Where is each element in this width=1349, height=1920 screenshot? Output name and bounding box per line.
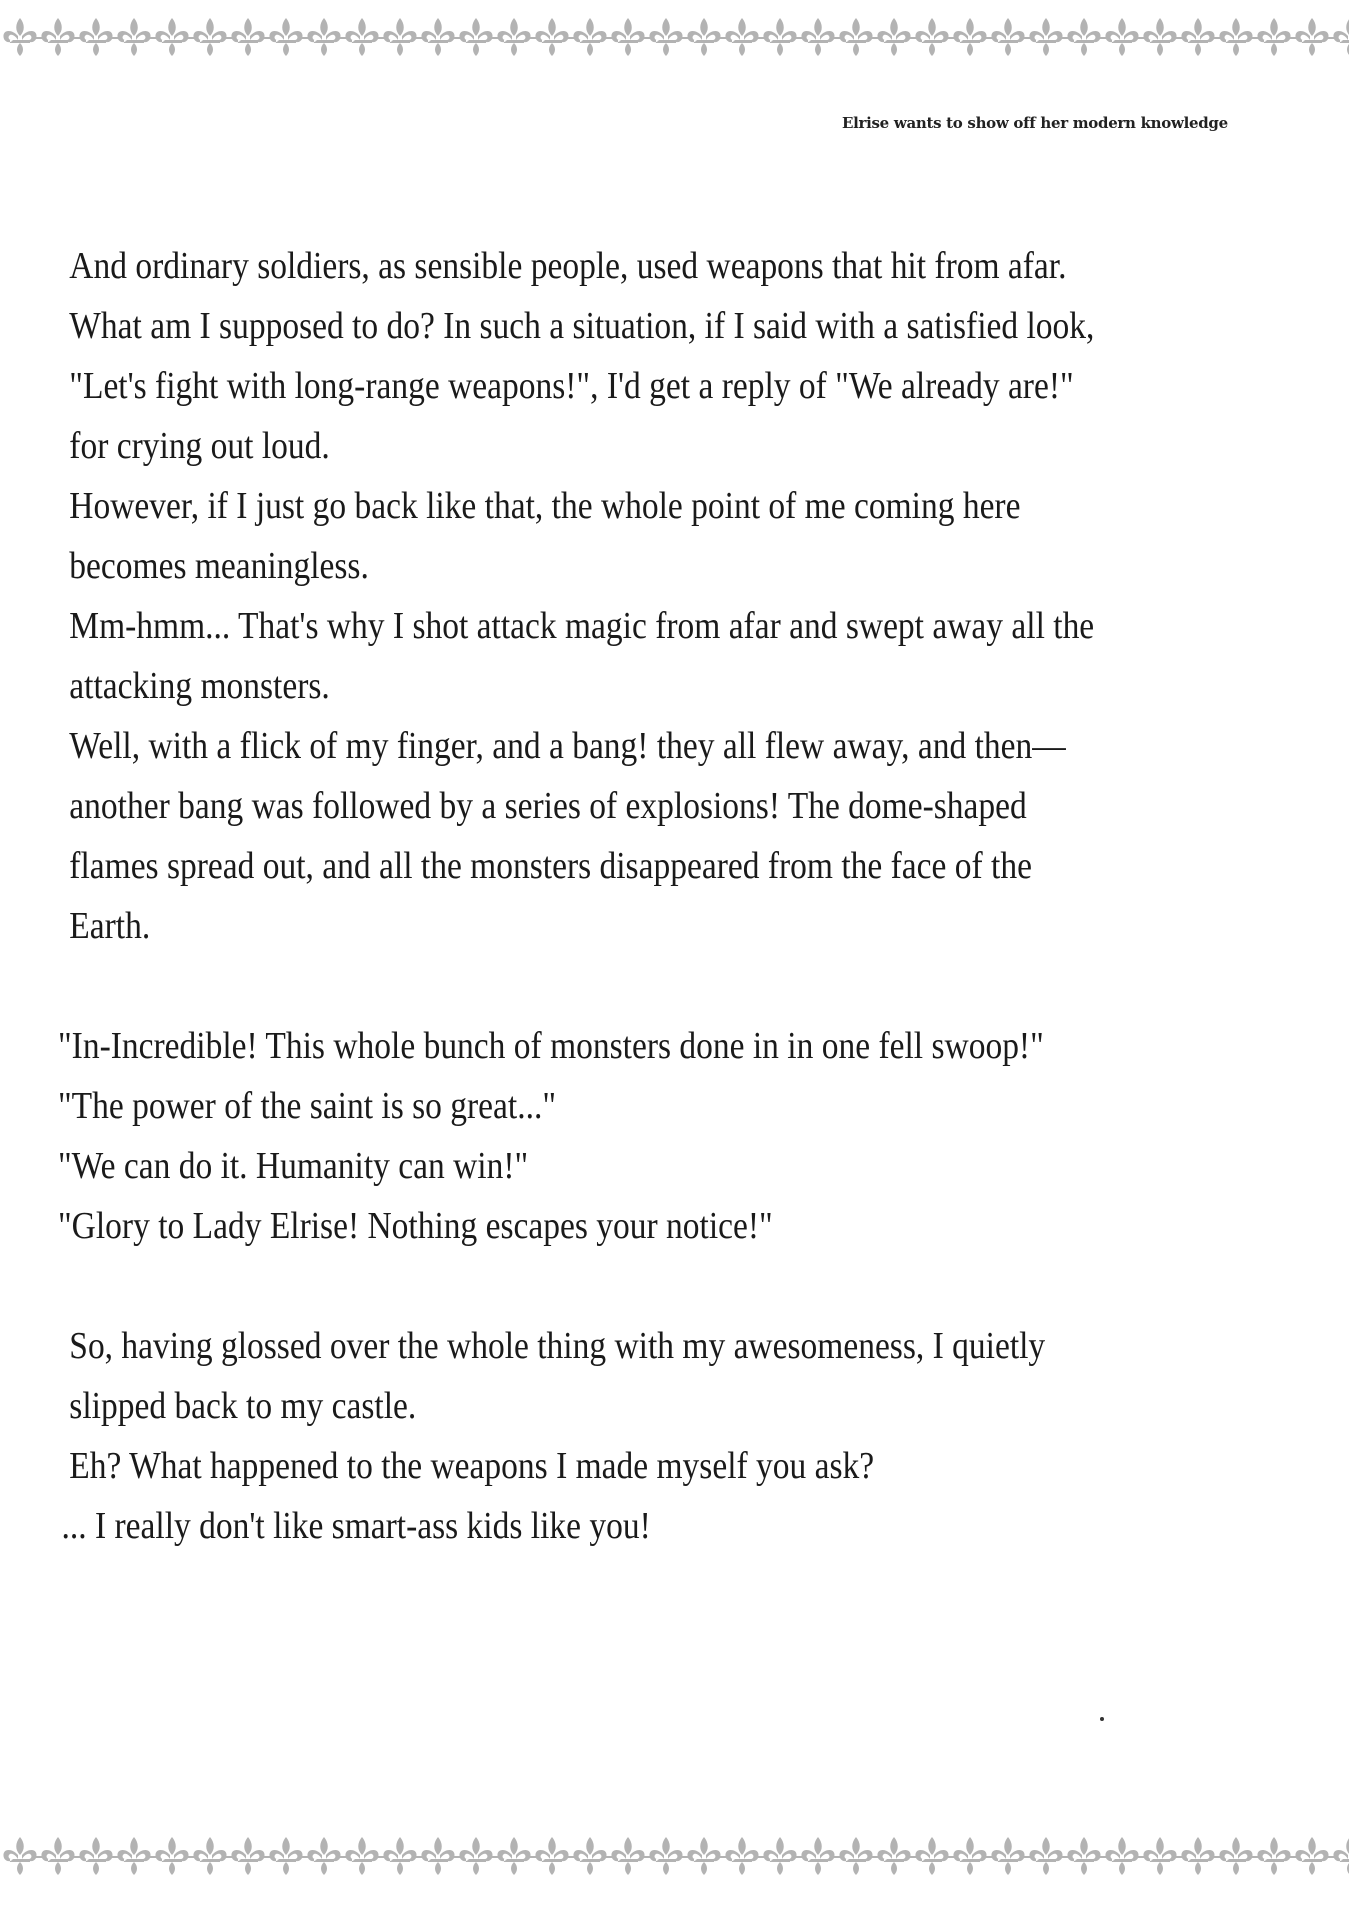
fleur-de-lis-icon bbox=[1295, 1837, 1328, 1875]
fleur-de-lis-icon bbox=[687, 1837, 720, 1875]
fleur-de-lis-icon bbox=[1333, 18, 1349, 56]
fleur-de-lis-icon bbox=[117, 18, 150, 56]
fleur-de-lis-icon bbox=[991, 1837, 1024, 1875]
fleur-de-lis-icon bbox=[991, 18, 1024, 56]
fleur-de-lis-icon bbox=[155, 18, 188, 56]
bottom-fleur-de-lis-border bbox=[0, 1833, 1349, 1879]
fleur-de-lis-icon bbox=[1181, 18, 1214, 56]
section-gap bbox=[58, 956, 1111, 1016]
fleur-de-lis-icon bbox=[1219, 18, 1252, 56]
dialogue-line: "The power of the saint is so great..." bbox=[58, 1085, 557, 1127]
closing-paragraph: Eh? What happened to the weapons I made myself you ask? bbox=[69, 1445, 875, 1487]
fleur-de-lis-icon bbox=[497, 1837, 530, 1875]
fleur-de-lis-icon bbox=[79, 1837, 112, 1875]
fleur-de-lis-icon bbox=[611, 1837, 644, 1875]
fleur-de-lis-icon bbox=[801, 1837, 834, 1875]
fleur-de-lis-icon bbox=[345, 18, 378, 56]
section-gap bbox=[58, 1256, 1111, 1316]
fleur-de-lis-icon bbox=[725, 1837, 758, 1875]
fleur-de-lis-icon bbox=[345, 1837, 378, 1875]
fleur-de-lis-icon bbox=[1105, 18, 1138, 56]
fleur-de-lis-icon bbox=[687, 18, 720, 56]
fleur-de-lis-icon bbox=[79, 18, 112, 56]
fleur-de-lis-icon bbox=[1029, 1837, 1062, 1875]
fleur-de-lis-icon bbox=[915, 1837, 948, 1875]
running-header: Elrise wants to show off her modern knowledge bbox=[842, 114, 1228, 132]
closing-paragraph: ... I really don't like smart-ass kids like you! bbox=[61, 1505, 651, 1547]
fleur-de-lis-icon bbox=[535, 1837, 568, 1875]
fleur-de-lis-icon bbox=[1295, 18, 1328, 56]
fleur-de-lis-icon bbox=[421, 18, 454, 56]
dialogue-line: "In-Incredible! This whole bunch of monsters done in in one fell swoop!" bbox=[58, 1025, 1044, 1067]
fleur-de-lis-icon bbox=[1257, 18, 1290, 56]
fleur-de-lis-icon bbox=[117, 1837, 150, 1875]
fleur-de-lis-icon bbox=[649, 1837, 682, 1875]
narration-paragraph: What am I supposed to do? In such a situation, if I said with a satisfied look, "Let's fight with long-range weapons!", I'd get a reply of "We already are!" for crying out loud. bbox=[69, 305, 1095, 467]
fleur-de-lis-icon bbox=[953, 1837, 986, 1875]
fleur-de-lis-icon bbox=[573, 1837, 606, 1875]
fleur-de-lis-icon bbox=[1105, 1837, 1138, 1875]
fleur-de-lis-icon bbox=[383, 1837, 416, 1875]
stray-ink-dot bbox=[1100, 1717, 1104, 1721]
fleur-de-lis-icon bbox=[1333, 1837, 1349, 1875]
fleur-de-lis-icon bbox=[459, 18, 492, 56]
fleur-de-lis-icon bbox=[763, 18, 796, 56]
fleur-de-lis-icon bbox=[421, 1837, 454, 1875]
fleur-de-lis-icon bbox=[269, 1837, 302, 1875]
fleur-de-lis-icon bbox=[877, 1837, 910, 1875]
fleur-de-lis-icon bbox=[1029, 18, 1062, 56]
fleur-de-lis-icon bbox=[839, 1837, 872, 1875]
fleur-de-lis-icon bbox=[725, 18, 758, 56]
fleur-de-lis-icon bbox=[1067, 1837, 1100, 1875]
narration-paragraph: Well, with a flick of my finger, and a bang! they all flew away, and then— another bang was followed by a series of explosions! The dome-shaped flames spread out, and all the monsters disappeared from the face of the Earth. bbox=[69, 725, 1066, 947]
fleur-de-lis-icon bbox=[535, 18, 568, 56]
fleur-de-lis-icon bbox=[1219, 1837, 1252, 1875]
narration-paragraph: And ordinary soldiers, as sensible people, used weapons that hit from afar. bbox=[69, 245, 1067, 287]
fleur-de-lis-icon bbox=[3, 1837, 36, 1875]
ornament-strip bbox=[0, 1833, 1349, 1879]
fleur-de-lis-icon bbox=[877, 18, 910, 56]
top-fleur-de-lis-border bbox=[0, 14, 1349, 60]
fleur-de-lis-icon bbox=[953, 18, 986, 56]
fleur-de-lis-icon bbox=[193, 1837, 226, 1875]
narration-paragraph: Mm-hmm... That's why I shot attack magic from afar and swept away all the attacking monsters. bbox=[69, 605, 1095, 707]
fleur-de-lis-icon bbox=[573, 18, 606, 56]
fleur-de-lis-icon bbox=[497, 18, 530, 56]
fleur-de-lis-icon bbox=[839, 18, 872, 56]
fleur-de-lis-icon bbox=[307, 18, 340, 56]
fleur-de-lis-icon bbox=[231, 1837, 264, 1875]
fleur-de-lis-icon bbox=[649, 18, 682, 56]
fleur-de-lis-icon bbox=[307, 1837, 340, 1875]
fleur-de-lis-icon bbox=[1143, 18, 1176, 56]
fleur-de-lis-icon bbox=[763, 1837, 796, 1875]
fleur-de-lis-icon bbox=[1067, 18, 1100, 56]
fleur-de-lis-icon bbox=[155, 1837, 188, 1875]
fleur-de-lis-icon bbox=[41, 1837, 74, 1875]
fleur-de-lis-icon bbox=[801, 18, 834, 56]
fleur-de-lis-icon bbox=[1181, 1837, 1214, 1875]
fleur-de-lis-icon bbox=[459, 1837, 492, 1875]
fleur-de-lis-icon bbox=[193, 18, 226, 56]
fleur-de-lis-icon bbox=[3, 18, 36, 56]
fleur-de-lis-icon bbox=[41, 18, 74, 56]
dialogue-line: "Glory to Lady Elrise! Nothing escapes your notice!" bbox=[58, 1205, 773, 1247]
fleur-de-lis-icon bbox=[269, 18, 302, 56]
page-body bbox=[58, 236, 1111, 1556]
dialogue-line: "We can do it. Humanity can win!" bbox=[58, 1145, 529, 1187]
fleur-de-lis-icon bbox=[383, 18, 416, 56]
fleur-de-lis-icon bbox=[1143, 1837, 1176, 1875]
fleur-de-lis-icon bbox=[611, 18, 644, 56]
fleur-de-lis-icon bbox=[915, 18, 948, 56]
fleur-de-lis-icon bbox=[231, 18, 264, 56]
fleur-de-lis-icon bbox=[1257, 1837, 1290, 1875]
narration-paragraph: However, if I just go back like that, the whole point of me coming here becomes meaningless. bbox=[69, 485, 1021, 587]
ornament-strip bbox=[0, 14, 1349, 60]
closing-paragraph: So, having glossed over the whole thing with my awesomeness, I quietly slipped back to my castle. bbox=[69, 1325, 1046, 1427]
